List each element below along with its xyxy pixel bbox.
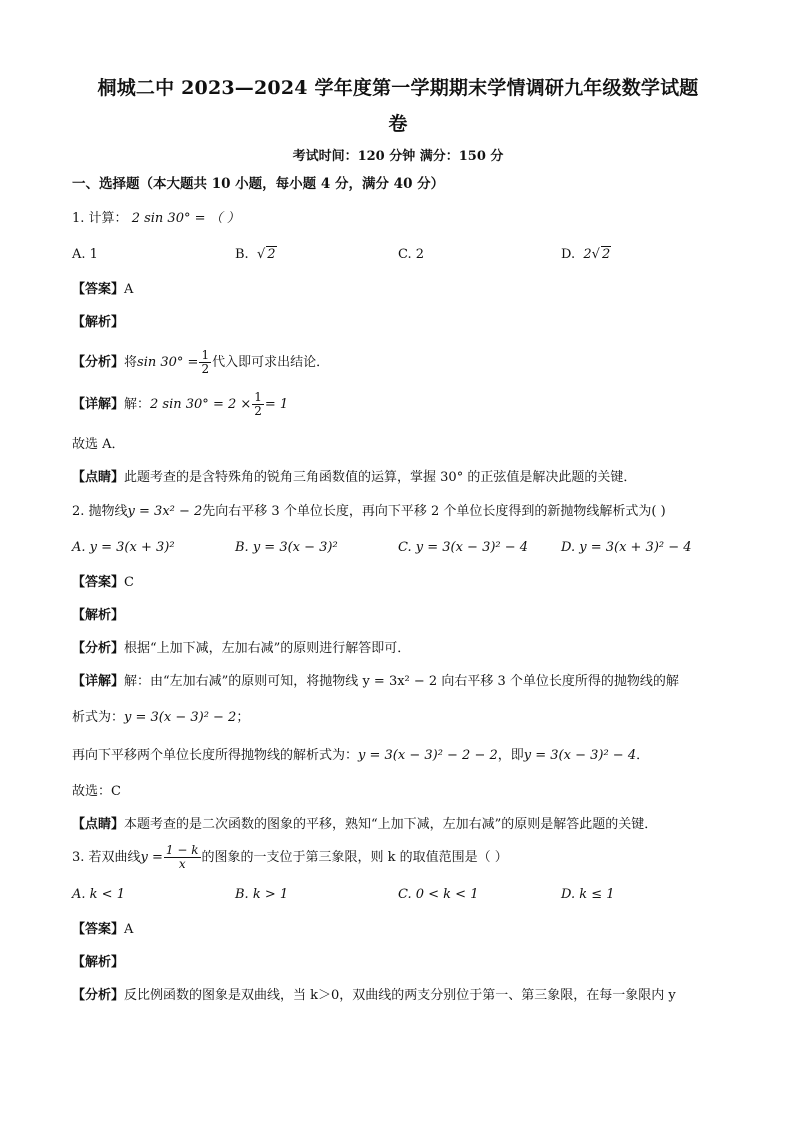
q3-analysis-label: 【解析】 — [72, 955, 125, 970]
q3-stem: 3. 若双曲线y = $\frac{1 - k}{x}$ 的图象的一支位于第三象限，则 k 的取值范围是（ ） — [72, 843, 508, 871]
q1-answer: 【答案】A — [72, 282, 134, 297]
exam-title: 桐城二中 2023—2024 学年度第一学期期末学情调研九年级数学试题 — [97, 77, 699, 99]
q2-choice: 故选：C — [72, 784, 121, 799]
q2-option-d: D. y = 3(x + 3)² − 4 — [561, 540, 692, 555]
q2-fenxi: 【分析】根据“上加下减，左加右减”的原则进行解答即可． — [72, 641, 411, 656]
q2-analysis-label: 【解析】 — [72, 608, 125, 623]
exam-page — [72, 70, 724, 1006]
q1-option-b: B. √ 2 — [235, 247, 276, 262]
q1-option-d: D. 2√ 2 — [561, 247, 611, 262]
q3-answer: 【答案】A — [72, 922, 134, 937]
section-heading: 一、选择题（本大题共 10 小题，每小题 4 分，满分 40 分） — [72, 176, 445, 192]
q3-option-b: B. k > 1 — [235, 887, 289, 902]
exam-info: 考试时间：120 分钟 满分：150 分 — [292, 149, 504, 164]
q2-option-c: C. y = 3(x − 3)² − 4 — [398, 540, 529, 555]
q1-option-c: C. 2 — [398, 247, 425, 262]
q2-detail-line-3: 再向下平移两个单位长度所得抛物线的解析式为：y = 3(x − 3)² − 2 − 2，即y = 3(x − 3)² − 4． — [72, 748, 650, 763]
q1-option-a: A. 1 — [72, 247, 98, 262]
q2-option-b: B. y = 3(x − 3)² — [235, 540, 338, 555]
q3-fenxi: 【分析】反比例函数的图象是双曲线，当 k＞0，双曲线的两支分别位于第一、第三象限，在每一象限内 y — [72, 988, 676, 1003]
exam-title-continued: 卷 — [388, 113, 408, 135]
q3-options — [72, 883, 724, 907]
q1-stem: 1. 计算： 2 sin 30° = （ ） — [72, 211, 240, 226]
q3-option-d: D. k ≤ 1 — [561, 887, 615, 902]
q1-expression: 2 sin 30° = （ ） — [131, 211, 240, 226]
q2-detail-line-1: 【详解】解：由“左加右减”的原则可知，将抛物线 y = 3x² − 2 向右平移 3 个单位长度所得的抛物线的解 — [72, 674, 679, 689]
q1-choice: 故选 A． — [72, 437, 125, 452]
q3-option-c: C. 0 < k < 1 — [398, 887, 479, 902]
q3-option-a: A. k < 1 — [72, 887, 125, 902]
q1-fenxi: 【分析】将sin 30° = $\frac{1}{2}$ 代入即可求出结论． — [72, 348, 330, 376]
q2-option-a: A. y = 3(x + 3)² — [72, 540, 175, 555]
q2-comment: 【点睛】本题考查的是二次函数的图象的平移，熟知“上加下减，左加右减”的原则是解答此题的关键． — [72, 817, 658, 832]
q2-answer: 【答案】C — [72, 575, 134, 590]
q1-comment: 【点睛】此题考查的是含特殊角的锐角三角函数值的运算，掌握 30° 的正弦值是解决此题的关键． — [72, 470, 637, 485]
q2-detail-line-2: 析式为：y = 3(x − 3)² − 2； — [72, 710, 250, 725]
q1-options — [72, 243, 724, 267]
q1-detail: 【详解】解：2 sin 30° = 2 × $\frac{1}{2}$ = 1 — [72, 390, 289, 418]
q2-stem: 2. 抛物线y = 3x² − 2先向右平移 3 个单位长度，再向下平移 2 个单位长度得到的新抛物线解析式为( ) — [72, 504, 666, 519]
q1-analysis-label: 【解析】 — [72, 315, 125, 330]
q2-options — [72, 536, 724, 560]
